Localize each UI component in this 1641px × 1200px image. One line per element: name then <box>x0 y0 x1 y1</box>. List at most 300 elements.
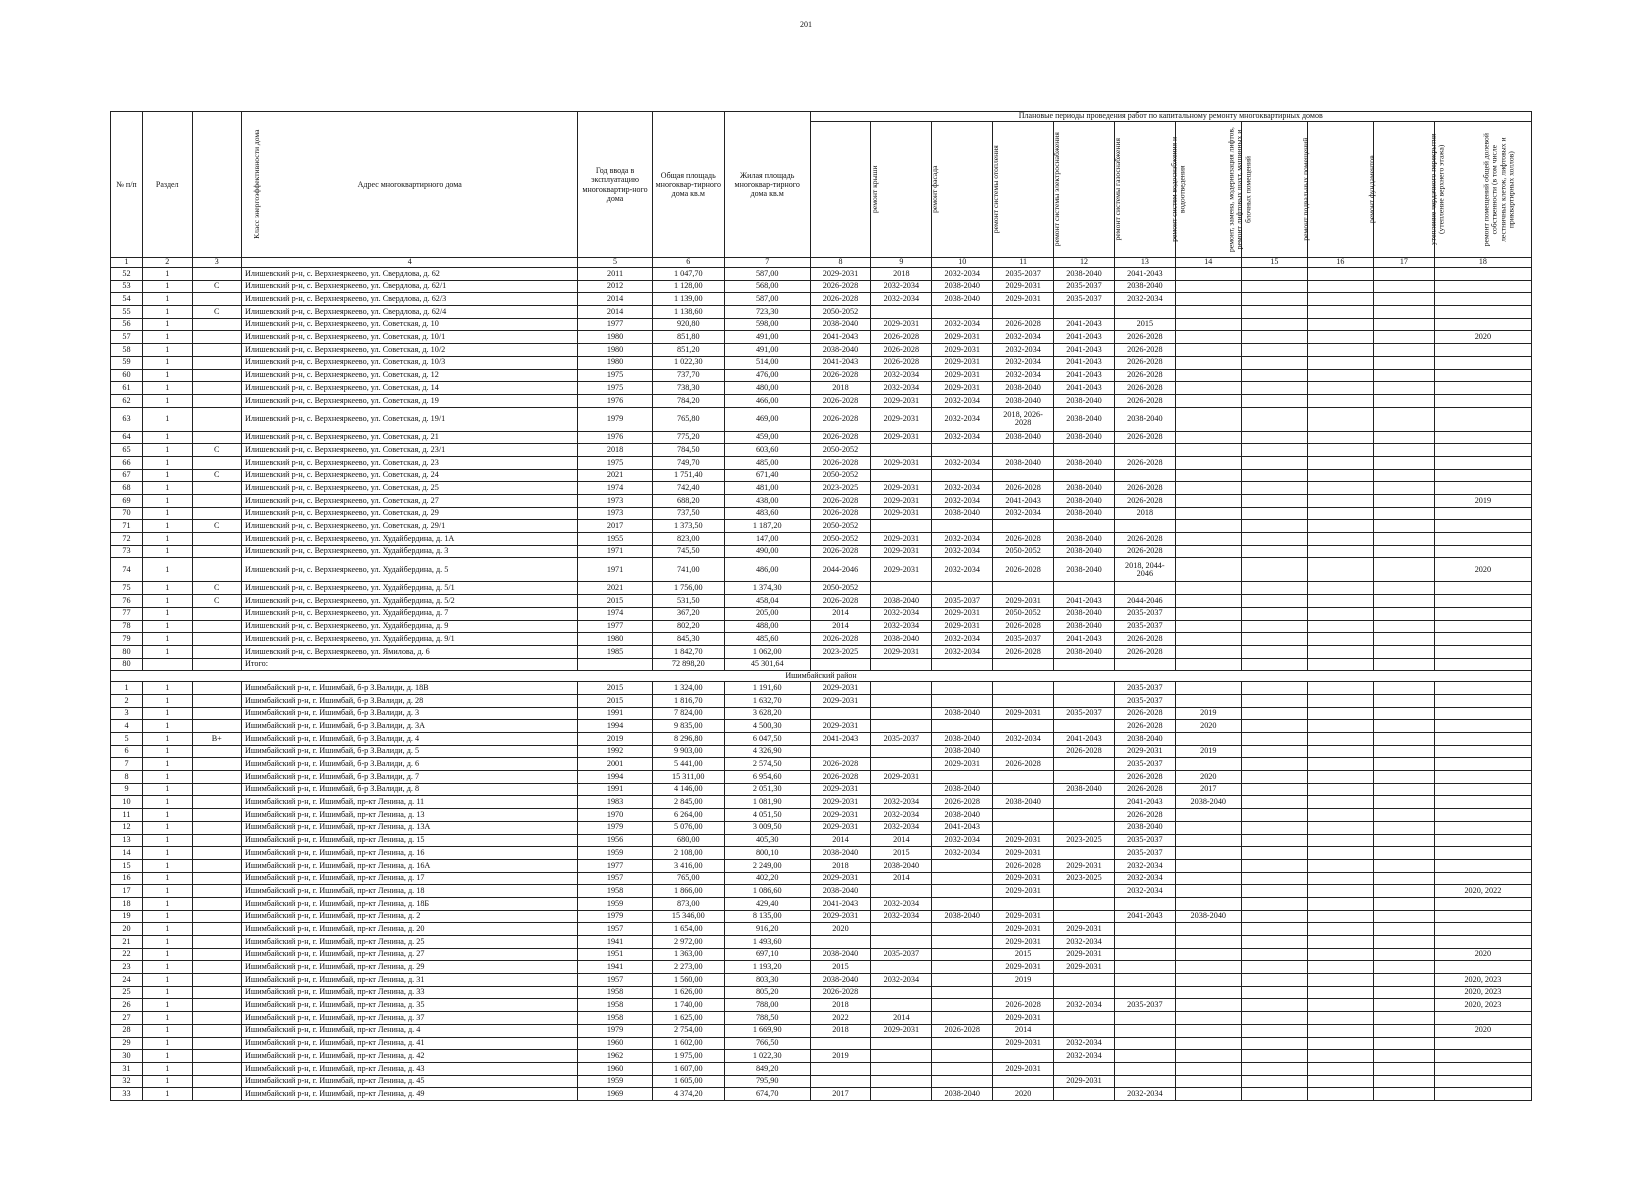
cell-basement-period <box>1241 694 1307 707</box>
cell-section: 1 <box>142 431 192 444</box>
cell-elevator-period <box>1175 469 1241 482</box>
cell-address: Ишимбайский р-н, г. Ишимбай, пр-кт Ленина, д. 20 <box>242 923 578 936</box>
cell-electric-period: 2026-2028 <box>993 558 1054 582</box>
cell-common-premises-period <box>1434 645 1531 658</box>
cell-section: 1 <box>142 897 192 910</box>
cell-section: 1 <box>142 771 192 784</box>
cell-heating-period <box>932 948 993 961</box>
table-row <box>111 444 1532 457</box>
cell-section: 1 <box>142 444 192 457</box>
cell-heating-period: 2032-2034 <box>932 495 993 508</box>
cell-total-area: 2 845,00 <box>652 796 724 809</box>
cell-attic-period <box>1373 745 1434 758</box>
cell-section: 1 <box>142 306 192 319</box>
cell-heating-period: 2038-2040 <box>932 733 993 746</box>
cell-foundation-period <box>1307 495 1373 508</box>
cell-address: Ишимбайский р-н, г. Ишимбай, пр-кт Ленина, д. 13А <box>242 821 578 834</box>
cell-section: 1 <box>142 469 192 482</box>
cell-row-num: 61 <box>111 382 143 395</box>
cell-total-area: 1 975,00 <box>652 1050 724 1063</box>
cell-living-area: 671,40 <box>724 469 810 482</box>
cell-heating-period <box>932 999 993 1012</box>
cell-heating-period: 2038-2040 <box>932 707 993 720</box>
cell-year: 1958 <box>578 885 652 898</box>
cell-attic-period <box>1373 771 1434 784</box>
cell-basement-period <box>1241 306 1307 319</box>
cell-roof-period: 2050-2052 <box>810 533 871 546</box>
cell-facade-period: 2032-2034 <box>871 620 932 633</box>
cell-row-num: 21 <box>111 936 143 949</box>
col-header-heating: ремонт системы отопления <box>932 122 993 258</box>
cell-living-area: 1 632,70 <box>724 694 810 707</box>
cell-basement-period <box>1241 999 1307 1012</box>
cell-total-area: 1 373,50 <box>652 520 724 533</box>
cell-common-premises-period <box>1434 356 1531 369</box>
cell-basement-period <box>1241 545 1307 558</box>
cell-water-period <box>1114 1075 1175 1088</box>
cell-energy-class <box>192 948 242 961</box>
cell-energy-class <box>192 974 242 987</box>
column-number: 9 <box>871 258 932 268</box>
cell-attic-period <box>1373 872 1434 885</box>
column-number: 13 <box>1114 258 1175 268</box>
cell-total-area: 9 903,00 <box>652 745 724 758</box>
cell-foundation-period <box>1307 306 1373 319</box>
cell-basement-period <box>1241 1012 1307 1025</box>
cell-energy-class <box>192 859 242 872</box>
cell-roof-period: 2023-2025 <box>810 482 871 495</box>
cell-basement-period <box>1241 407 1307 431</box>
cell-electric-period: 2050-2052 <box>993 607 1054 620</box>
cell-address: Ишимбайский р-н, г. Ишимбай, пр-кт Ленина, д. 29 <box>242 961 578 974</box>
cell-water-period <box>1114 1050 1175 1063</box>
table-row <box>111 331 1532 344</box>
cell-energy-class <box>192 847 242 860</box>
cell-section: 1 <box>142 507 192 520</box>
cell-gas-period <box>1054 986 1115 999</box>
cell-total-area: 4 374,20 <box>652 1088 724 1101</box>
cell-facade-period <box>871 986 932 999</box>
cell-section: 1 <box>142 382 192 395</box>
col-header-section: Раздел <box>142 112 192 258</box>
ishimbay-rows <box>111 682 1532 1101</box>
cell-address: Ишимбайский р-н, г. Ишимбай, б-р З.Валиди, д. 28 <box>242 694 578 707</box>
cell-water-period: 2026-2028 <box>1114 394 1175 407</box>
cell-electric-period: 2019 <box>993 974 1054 987</box>
cell-common-premises-period <box>1434 520 1531 533</box>
cell-energy-class <box>192 999 242 1012</box>
cell-attic-period <box>1373 796 1434 809</box>
cell-water-period: 2026-2028 <box>1114 645 1175 658</box>
table-row <box>111 847 1532 860</box>
cell-gas-period: 2038-2040 <box>1054 607 1115 620</box>
cell-basement-period <box>1241 771 1307 784</box>
cell-elevator-period <box>1175 1088 1241 1101</box>
cell-total-area: 15 346,00 <box>652 910 724 923</box>
cell-energy-class <box>192 1012 242 1025</box>
col-header-basement: ремонт подвальных помещений <box>1241 122 1307 258</box>
cell-elevator-period <box>1175 974 1241 987</box>
cell-year: 2015 <box>578 694 652 707</box>
cell-facade-period <box>871 923 932 936</box>
cell-electric-period <box>993 306 1054 319</box>
cell-water-period: 2026-2028 <box>1114 344 1175 357</box>
cell-common-premises-period <box>1434 293 1531 306</box>
cell-facade-period: 2029-2031 <box>871 495 932 508</box>
cell-living-area: 205,00 <box>724 607 810 620</box>
cell-living-area: 480,00 <box>724 382 810 395</box>
cell-row-num: 80 <box>111 645 143 658</box>
cell-living-area: 6 047,50 <box>724 733 810 746</box>
cell-elevator-period: 2020 <box>1175 720 1241 733</box>
cell-elevator-period: 2017 <box>1175 783 1241 796</box>
cell-water-period <box>1114 936 1175 949</box>
cell-row-num: 10 <box>111 796 143 809</box>
cell-elevator-period <box>1175 859 1241 872</box>
cell-total-area: 5 076,00 <box>652 821 724 834</box>
cell-year: 1977 <box>578 620 652 633</box>
cell-attic-period <box>1373 533 1434 546</box>
cell-elevator-period <box>1175 885 1241 898</box>
cell-roof-period: 2029-2031 <box>810 910 871 923</box>
cell-gas-period <box>1054 897 1115 910</box>
cell-elevator-period: 2038-2040 <box>1175 796 1241 809</box>
cell-energy-class <box>192 758 242 771</box>
cell-year: 1973 <box>578 495 652 508</box>
cell-foundation-period <box>1307 520 1373 533</box>
cell-electric-period <box>993 745 1054 758</box>
cell-facade-period <box>871 306 932 319</box>
cell-year: 2021 <box>578 469 652 482</box>
cell-common-premises-period <box>1434 936 1531 949</box>
cell-gas-period: 2038-2040 <box>1054 394 1115 407</box>
cell-elevator-period <box>1175 482 1241 495</box>
cell-common-premises-period <box>1434 720 1531 733</box>
table-row <box>111 834 1532 847</box>
col-header-energy-class: Класс энергоэффективности дома <box>192 112 242 258</box>
cell-gas-period: 2029-2031 <box>1054 859 1115 872</box>
table-row <box>111 809 1532 822</box>
cell-attic-period <box>1373 431 1434 444</box>
cell-foundation-period <box>1307 682 1373 695</box>
cell-address: Ишимбайский р-н, г. Ишимбай, пр-кт Ленина, д. 15 <box>242 834 578 847</box>
cell-gas-period: 2038-2040 <box>1054 545 1115 558</box>
cell-roof-period: 2026-2028 <box>810 369 871 382</box>
cell-heating-period <box>932 682 993 695</box>
cell-section: 1 <box>142 1012 192 1025</box>
cell-address: Ишимбайский р-н, г. Ишимбай, б-р З.Валиди, д. 3А <box>242 720 578 733</box>
cell-address: Ишимбайский р-н, г. Ишимбай, б-р З.Валиди, д. 6 <box>242 758 578 771</box>
cell-foundation-period <box>1307 771 1373 784</box>
cell-attic-period <box>1373 720 1434 733</box>
cell-energy-class <box>192 1037 242 1050</box>
table-row <box>111 456 1532 469</box>
cell-electric-period: 2014 <box>993 1024 1054 1037</box>
cell-energy-class <box>192 533 242 546</box>
cell-address: Илишевский р-н, с. Верхнеяркеево, ул. Советская, д. 10/1 <box>242 331 578 344</box>
cell-elevator-period <box>1175 633 1241 646</box>
cell-energy-class <box>192 558 242 582</box>
cell-year: 1976 <box>578 394 652 407</box>
cell-basement-period <box>1241 948 1307 961</box>
cell-year: 1956 <box>578 834 652 847</box>
cell-common-premises-period <box>1434 834 1531 847</box>
cell-water-period: 2041-2043 <box>1114 268 1175 281</box>
cell-facade-period <box>871 520 932 533</box>
cell-living-area: 788,50 <box>724 1012 810 1025</box>
cell-basement-period <box>1241 280 1307 293</box>
cell-facade-period: 2029-2031 <box>871 533 932 546</box>
cell-common-premises-period <box>1434 758 1531 771</box>
cell-roof-period: 2015 <box>810 961 871 974</box>
cell-elevator-period <box>1175 533 1241 546</box>
cell-elevator-period <box>1175 645 1241 658</box>
cell-basement-period <box>1241 595 1307 608</box>
cell-attic-period <box>1373 733 1434 746</box>
cell-facade-period: 2014 <box>871 1012 932 1025</box>
cell-common-premises-period <box>1434 897 1531 910</box>
cell-heating-period <box>932 720 993 733</box>
cell-section: 1 <box>142 318 192 331</box>
cell-common-premises-period: 2020 <box>1434 948 1531 961</box>
cell-row-num: 9 <box>111 783 143 796</box>
cell-roof-period: 2022 <box>810 1012 871 1025</box>
column-number: 10 <box>932 258 993 268</box>
cell-attic-period <box>1373 495 1434 508</box>
cell-elevator-period <box>1175 694 1241 707</box>
cell-water-period: 2015 <box>1114 318 1175 331</box>
cell-foundation-period <box>1307 847 1373 860</box>
cell-elevator-period <box>1175 407 1241 431</box>
cell-elevator-period <box>1175 961 1241 974</box>
cell-basement-period <box>1241 331 1307 344</box>
cell-basement-period <box>1241 607 1307 620</box>
cell-section: 1 <box>142 936 192 949</box>
cell-row-num: 59 <box>111 356 143 369</box>
cell-total-area: 6 264,00 <box>652 809 724 822</box>
cell-address: Илишевский р-н, с. Верхнеяркеево, ул. Советская, д. 10/3 <box>242 356 578 369</box>
cell-address: Ишимбайский р-н, г. Ишимбай, б-р З.Валиди, д. 5 <box>242 745 578 758</box>
cell-section: 1 <box>142 607 192 620</box>
cell-elevator-period <box>1175 948 1241 961</box>
cell-basement-period <box>1241 821 1307 834</box>
cell-row-num: 75 <box>111 582 143 595</box>
cell-foundation-period <box>1307 595 1373 608</box>
cell-address: Ишимбайский р-н, г. Ишимбай, пр-кт Ленина, д. 49 <box>242 1088 578 1101</box>
table-row <box>111 394 1532 407</box>
cell-attic-period <box>1373 961 1434 974</box>
cell-common-premises-period <box>1434 821 1531 834</box>
cell-foundation-period <box>1307 936 1373 949</box>
cell-common-premises-period <box>1434 1037 1531 1050</box>
cell-attic-period <box>1373 394 1434 407</box>
cell-foundation-period <box>1307 1050 1373 1063</box>
cell-total-area: 1 560,00 <box>652 974 724 987</box>
cell-common-premises-period <box>1434 545 1531 558</box>
cell-year: 1983 <box>578 796 652 809</box>
cell-basement-period <box>1241 859 1307 872</box>
cell-heating-period: 2041-2043 <box>932 821 993 834</box>
cell-heating-period: 2035-2037 <box>932 595 993 608</box>
cell-basement-period <box>1241 633 1307 646</box>
cell-attic-period <box>1373 344 1434 357</box>
cell-facade-period <box>871 720 932 733</box>
cell-section: 1 <box>142 482 192 495</box>
cell-address: Илишевский р-н, с. Верхнеяркеево, ул. Советская, д. 21 <box>242 431 578 444</box>
cell-heating-period <box>932 986 993 999</box>
cell-elevator-period <box>1175 344 1241 357</box>
cell-roof-period: 2029-2031 <box>810 821 871 834</box>
cell-energy-class: В+ <box>192 733 242 746</box>
cell-common-premises-period <box>1434 633 1531 646</box>
cell-elevator-period <box>1175 520 1241 533</box>
cell-water-period: 2035-2037 <box>1114 847 1175 860</box>
table-row <box>111 1075 1532 1088</box>
table-row <box>111 783 1532 796</box>
cell-energy-class <box>192 897 242 910</box>
cell-roof-period: 2050-2052 <box>810 582 871 595</box>
cell-section: 1 <box>142 682 192 695</box>
cell-roof-period: 2029-2031 <box>810 872 871 885</box>
cell-attic-period <box>1373 482 1434 495</box>
cell-living-area: 1 493,60 <box>724 936 810 949</box>
cell-year: 2018 <box>578 444 652 457</box>
cell-row-num: 66 <box>111 456 143 469</box>
cell-gas-period: 2038-2040 <box>1054 407 1115 431</box>
cell-gas-period <box>1054 444 1115 457</box>
cell-energy-class <box>192 1062 242 1075</box>
cell-electric-period: 2029-2031 <box>993 847 1054 860</box>
cell-attic-period <box>1373 1012 1434 1025</box>
total-label: Итого: <box>242 658 578 671</box>
cell-facade-period: 2029-2031 <box>871 394 932 407</box>
cell-section: 1 <box>142 331 192 344</box>
cell-roof-period: 2018 <box>810 1024 871 1037</box>
cell-electric-period: 2032-2034 <box>993 369 1054 382</box>
cell-electric-period <box>993 783 1054 796</box>
cell-facade-period: 2014 <box>871 872 932 885</box>
cell-water-period: 2026-2028 <box>1114 369 1175 382</box>
cell-row-num: 29 <box>111 1037 143 1050</box>
cell-electric-period: 2038-2040 <box>993 431 1054 444</box>
cell-common-premises-period <box>1434 847 1531 860</box>
cell-common-premises-period <box>1434 268 1531 281</box>
cell-foundation-period <box>1307 910 1373 923</box>
cell-basement-period <box>1241 268 1307 281</box>
cell-facade-period: 2029-2031 <box>871 482 932 495</box>
cell-heating-period: 2029-2031 <box>932 758 993 771</box>
cell-electric-period: 2026-2028 <box>993 620 1054 633</box>
cell-section: 1 <box>142 369 192 382</box>
cell-attic-period <box>1373 1075 1434 1088</box>
cell-section: 1 <box>142 1037 192 1050</box>
cell-gas-period: 2029-2031 <box>1054 961 1115 974</box>
cell-row-num: 64 <box>111 431 143 444</box>
cell-common-premises-period: 2020 <box>1434 558 1531 582</box>
cell-electric-period: 2029-2031 <box>993 293 1054 306</box>
cell-year: 2019 <box>578 733 652 746</box>
cell-common-premises-period <box>1434 910 1531 923</box>
col-header-year: Год ввода в эксплуатацию многоквартир-ного дома <box>578 112 652 258</box>
cell-energy-class <box>192 745 242 758</box>
cell-facade-period: 2038-2040 <box>871 595 932 608</box>
cell-heating-period: 2029-2031 <box>932 369 993 382</box>
cell-water-period: 2032-2034 <box>1114 872 1175 885</box>
cell-basement-period <box>1241 394 1307 407</box>
cell-energy-class <box>192 821 242 834</box>
cell-roof-period: 2026-2028 <box>810 280 871 293</box>
cell-foundation-period <box>1307 1075 1373 1088</box>
cell-facade-period: 2029-2031 <box>871 645 932 658</box>
cell-section: 1 <box>142 809 192 822</box>
cell-common-premises-period <box>1434 306 1531 319</box>
cell-roof-period: 2014 <box>810 834 871 847</box>
cell-row-num: 52 <box>111 268 143 281</box>
cell-row-num: 25 <box>111 986 143 999</box>
cell-water-period: 2026-2028 <box>1114 771 1175 784</box>
cell-water-period <box>1114 306 1175 319</box>
cell-attic-period <box>1373 582 1434 595</box>
cell-roof-period: 2026-2028 <box>810 986 871 999</box>
cell-energy-class <box>192 456 242 469</box>
cell-common-premises-period <box>1434 444 1531 457</box>
cell-water-period: 2026-2028 <box>1114 456 1175 469</box>
cell-foundation-period <box>1307 407 1373 431</box>
cell-elevator-period <box>1175 545 1241 558</box>
cell-total-area: 737,70 <box>652 369 724 382</box>
cell-gas-period: 2035-2037 <box>1054 707 1115 720</box>
cell-basement-period <box>1241 1075 1307 1088</box>
table-row <box>111 859 1532 872</box>
cell-gas-period: 2032-2034 <box>1054 999 1115 1012</box>
cell-address: Илишевский р-н, с. Верхнеяркеево, ул. Худайбердина, д. 7 <box>242 607 578 620</box>
cell-water-period <box>1114 1012 1175 1025</box>
cell-heating-period: 2032-2034 <box>932 645 993 658</box>
cell-row-num: 63 <box>111 407 143 431</box>
cell-water-period: 2026-2028 <box>1114 533 1175 546</box>
cell-living-area: 402,20 <box>724 872 810 885</box>
cell-section: 1 <box>142 923 192 936</box>
cell-address: Ишимбайский р-н, г. Ишимбай, пр-кт Ленина, д. 43 <box>242 1062 578 1075</box>
cell-basement-period <box>1241 1050 1307 1063</box>
cell-section: 1 <box>142 999 192 1012</box>
cell-elevator-period <box>1175 582 1241 595</box>
cell-elevator-period <box>1175 847 1241 860</box>
cell-elevator-period <box>1175 1075 1241 1088</box>
cell-foundation-period <box>1307 645 1373 658</box>
cell-foundation-period <box>1307 431 1373 444</box>
table-row <box>111 645 1532 658</box>
cell-row-num: 62 <box>111 394 143 407</box>
cell-heating-period: 2029-2031 <box>932 607 993 620</box>
cell-total-area: 765,80 <box>652 407 724 431</box>
cell-row-num: 71 <box>111 520 143 533</box>
cell-common-premises-period <box>1434 533 1531 546</box>
cell-roof-period: 2038-2040 <box>810 948 871 961</box>
cell-total-area: 845,30 <box>652 633 724 646</box>
cell-elevator-period <box>1175 1062 1241 1075</box>
cell-living-area: 4 051,50 <box>724 809 810 822</box>
cell-address: Илишевский р-н, с. Верхнеяркеево, ул. Худайбердина, д. 5/2 <box>242 595 578 608</box>
cell-common-premises-period <box>1434 859 1531 872</box>
cell-common-premises-period <box>1434 394 1531 407</box>
cell-gas-period <box>1054 809 1115 822</box>
cell-elevator-period <box>1175 268 1241 281</box>
cell-living-area: 469,00 <box>724 407 810 431</box>
cell-energy-class: С <box>192 595 242 608</box>
cell-common-premises-period <box>1434 682 1531 695</box>
cell-foundation-period <box>1307 948 1373 961</box>
